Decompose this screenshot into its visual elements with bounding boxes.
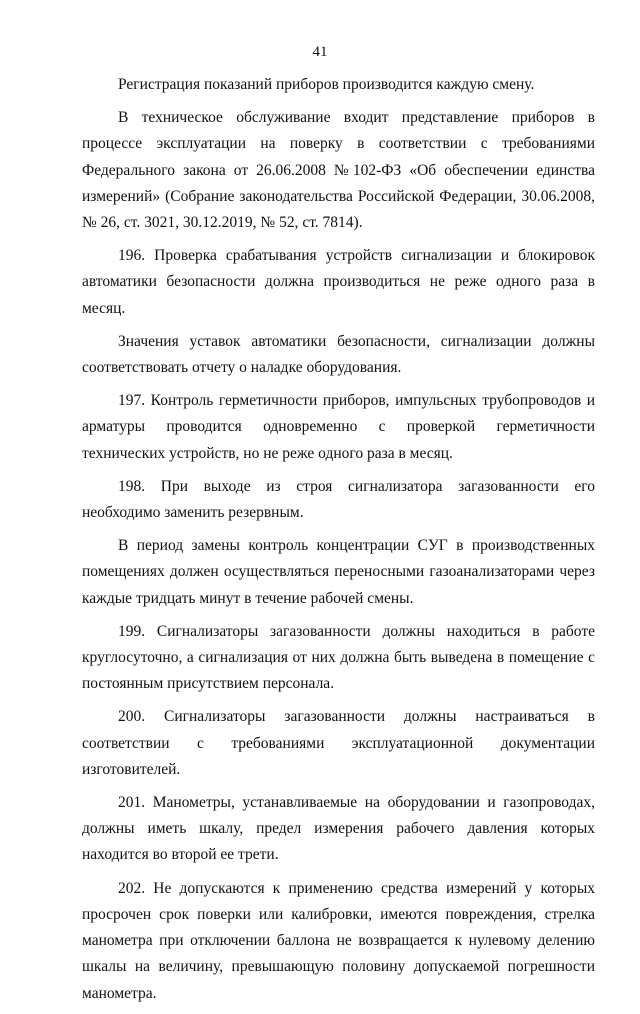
paragraph-196: 196. Проверка срабатывания устройств сигнализации и блокировок автоматики безопасности должна производиться не реже одного раза в месяц. <box>82 247 595 317</box>
page-number: 41 <box>312 44 328 60</box>
paragraph-setpoints: Значения уставок автоматики безопасности, сигнализации должны соответствовать отчету о наладке оборудования. <box>82 332 595 377</box>
paragraph-197: 197. Контроль герметичности приборов, импульсных трубопроводов и арматуры проводится одновременно с проверкой герметичности технических устройств, но не реже одного раза в месяц. <box>82 392 595 462</box>
paragraph-200: 200. Сигнализаторы загазованности должны настраиваться в соответствии с требованиями эксплуатационной документации изготовителей. <box>82 708 595 778</box>
paragraph-maintenance: В техническое обслуживание входит представление приборов в процессе эксплуатации на поверку в соответствии с требованиями Федерального закона от 26.06.2008 №102-ФЗ «Об обеспечении единства измерений» (Собрание законодательства Российской Федерации, 30.06.2008, № 26, ст. 3021, 30.12.2019, № 52, ст. 7814). <box>82 109 595 232</box>
paragraph-replacement-period: В период замены контроль концентрации СУГ в производственных помещениях должен осуществляться переносными газоанализаторами через каждые тридцать минут в течение рабочей смены. <box>82 537 595 607</box>
paragraph-198: 198. При выходе из строя сигнализатора загазованности его необходимо заменить резервным. <box>82 477 595 522</box>
paragraph-202: 202. Не допускаются к применению средства измерений у которых просрочен срок поверки или калибровки, имеются повреждения, стрелка манометра при отключении баллона не возвращается к нулевому делению шкалы на величину, превышающую половину допускаемой погрешности манометра. <box>82 879 595 1002</box>
paragraph-201: 201. Манометры, устанавливаемые на оборудовании и газопроводах, должны иметь шкалу, предел измерения рабочего давления которых находится во второй ее трети. <box>82 794 595 864</box>
document-body <box>82 72 595 1014</box>
paragraph-registration: Регистрация показаний приборов производится каждую смену. <box>118 76 535 93</box>
paragraph-199: 199. Сигнализаторы загазованности должны находиться в работе круглосуточно, а сигнализация от них должна быть выведена в помещение с постоянным присутствием персонала. <box>82 622 595 693</box>
